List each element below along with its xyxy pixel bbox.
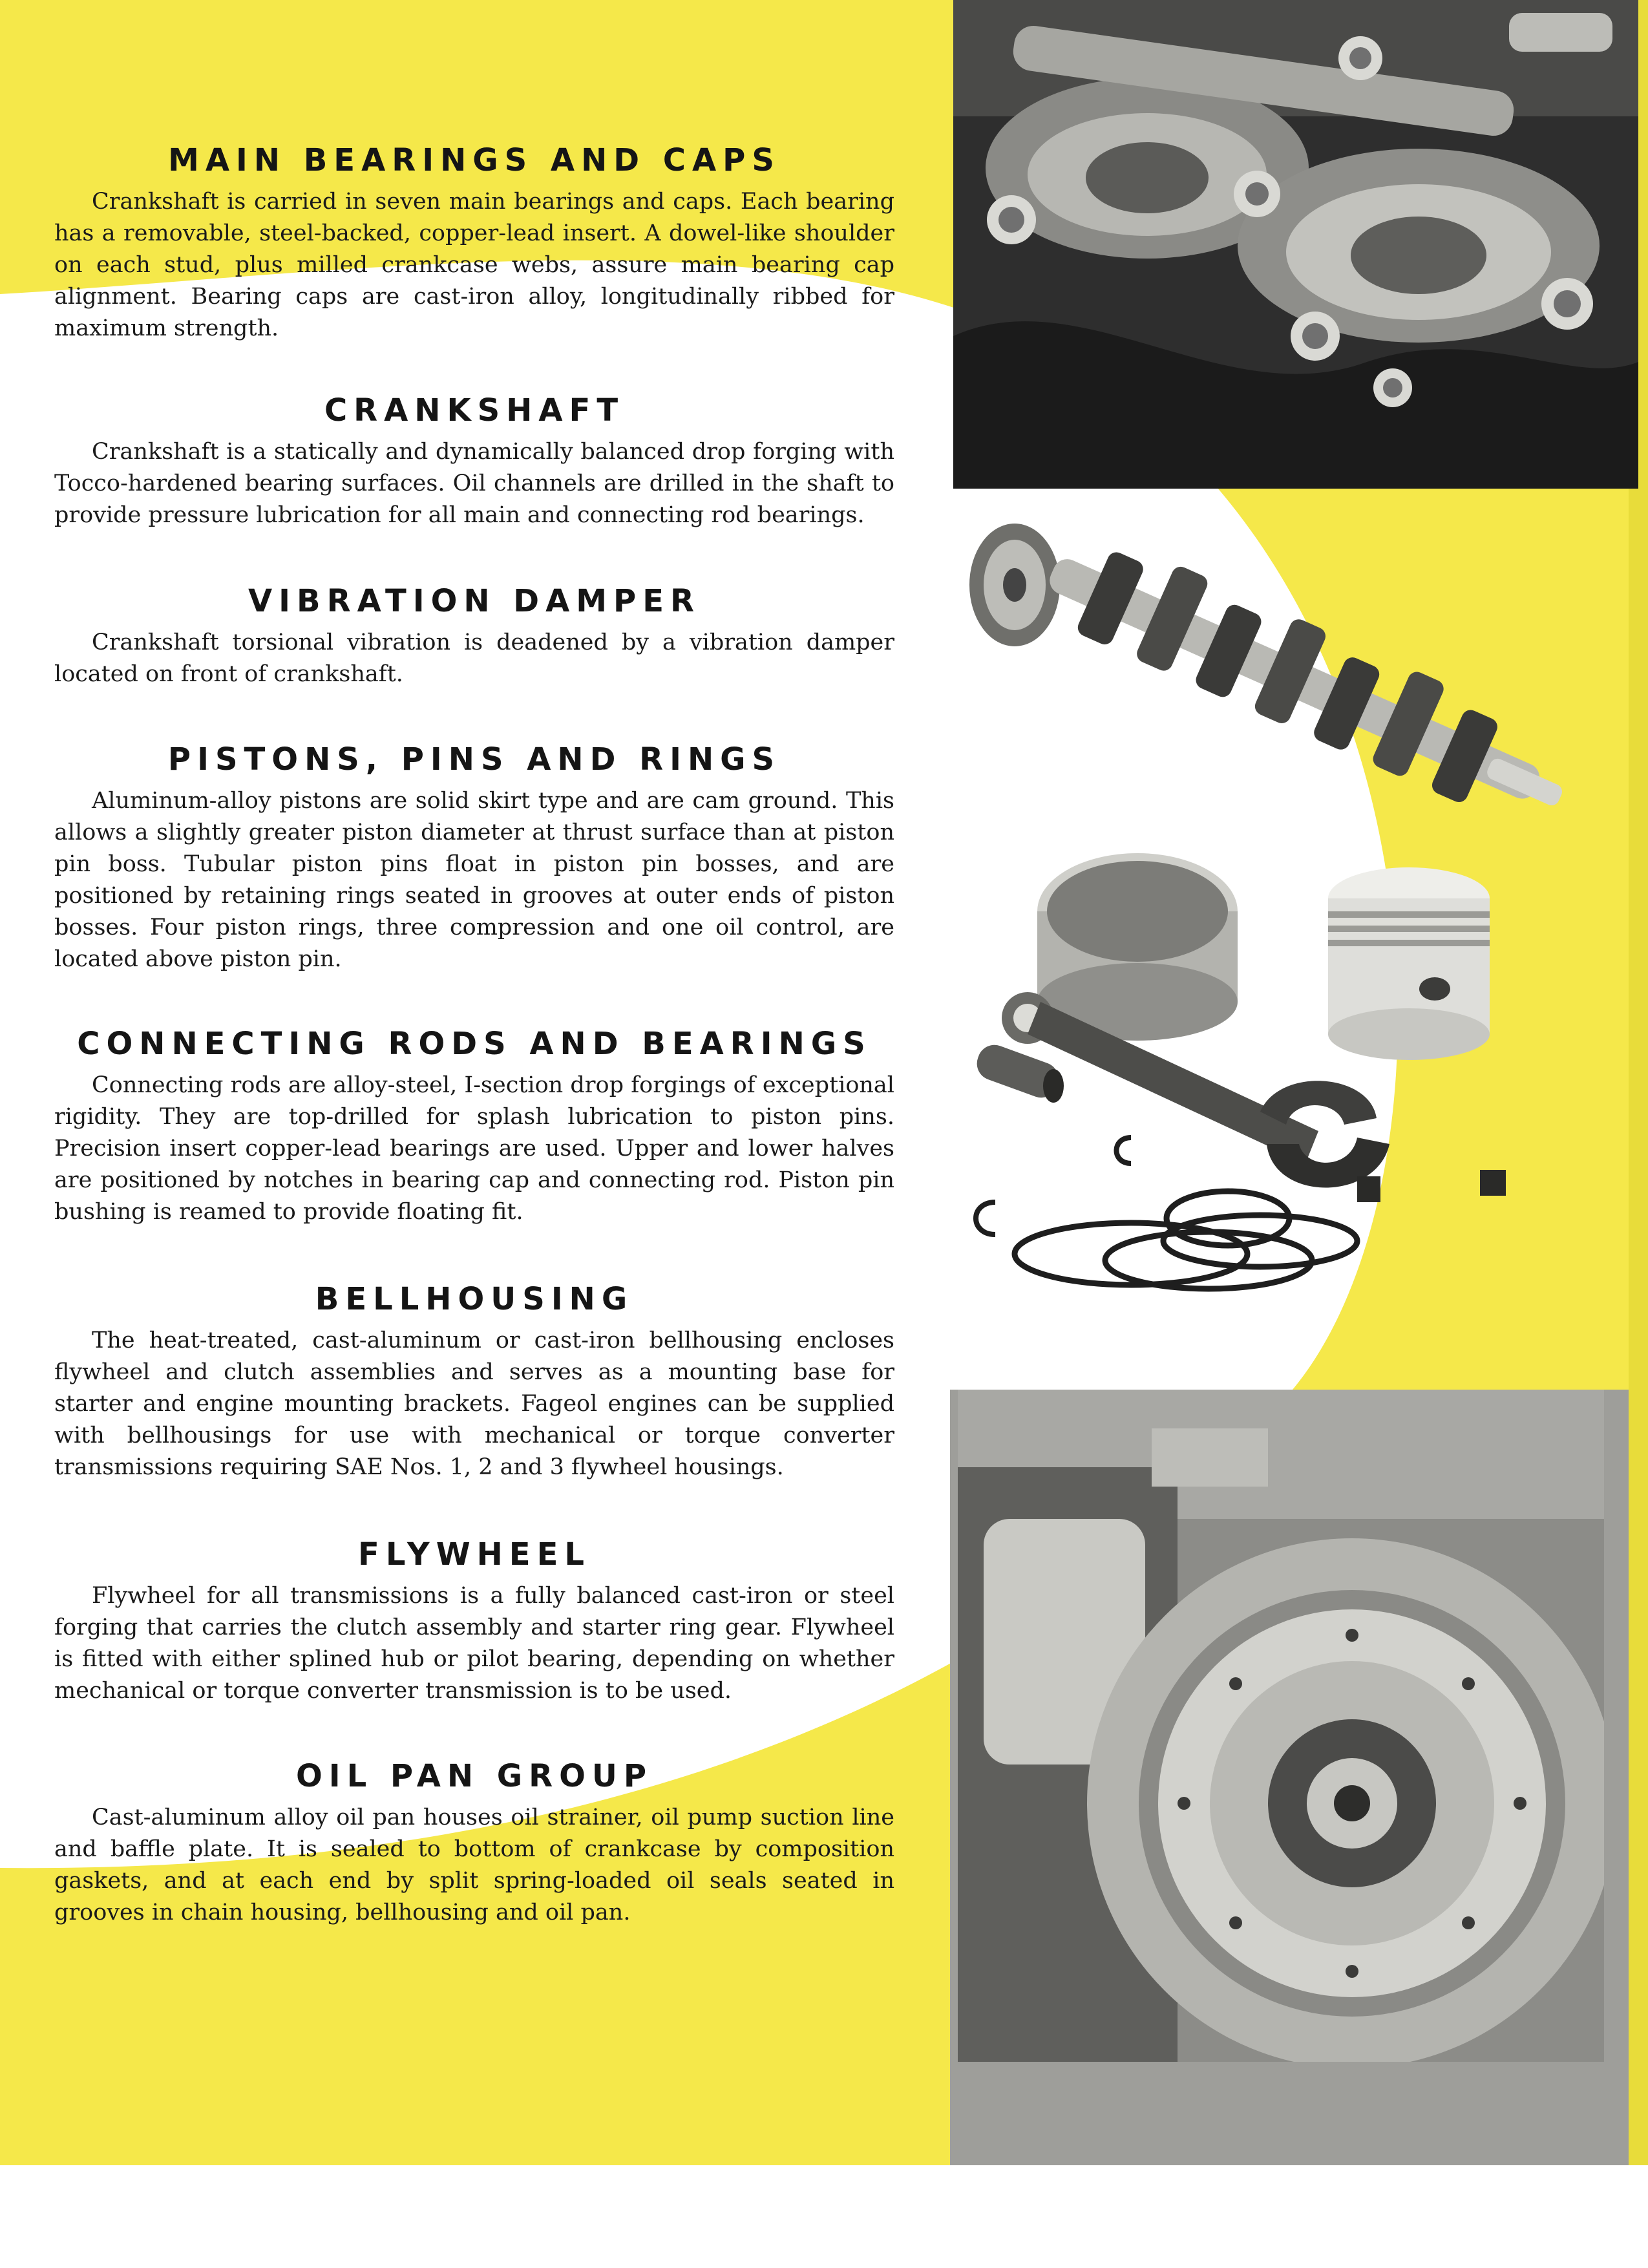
main-bearings-photo [953,0,1638,489]
section-body: Flywheel for all transmissions is a fully balanced cast-iron or steel forging that carries the clutch assembly and starter ring gear. Flywheel is fitted with either splined hub or pilot bearing, depending on whether mechanical or torque converter transmission is to be used. [54,1583,894,1704]
section-crankshaft [54,391,894,531]
section-heading: MAIN BEARINGS AND CAPS [168,142,781,178]
section-connecting-rods [54,1024,894,1228]
section-body: Aluminum-alloy pistons are solid skirt type and are cam ground. This allows a slightly greater piston diameter at thrust surface than at piston pin boss. Tubular piston pins float in piston pin bosses, and are positioned by retaining rings seated in grooves at outer ends of piston bosses. Four piston rings, three compression and one oil control, are located above piston pin. [54,788,894,972]
section-heading: CONNECTING RODS AND BEARINGS [77,1026,872,1062]
section-heading: CRANKSHAFT [324,392,625,429]
section-body: Cast-aluminum alloy oil pan houses oil strainer, oil pump suction line and baffle plate. It is sealed to bottom of crankcase by composition gaskets, and at each end by split spring-loaded oil seals seated in grooves in chain housing, bellhousing and oil pan. [54,1805,894,1925]
section-body: Crankshaft is carried in seven main bearings and caps. Each bearing has a removable, steel-backed, copper-lead insert. A dowel-like shoulder on each stud, plus milled crankcase webs, assure main bearing cap alignment. Bearing caps are cast-iron alloy, longitudinally ribbed for maximum strength. [54,189,894,341]
section-heading: VIBRATION DAMPER [248,583,701,619]
section-flywheel [54,1535,894,1707]
section-body: Crankshaft is a statically and dynamically balanced drop forging with Tocco-hardened bearing surfaces. Oil channels are drilled in the shaft to provide pressure lubrication for all main and connecting rod bearings. [54,439,894,528]
section-oil-pan-group [54,1757,894,1929]
section-body: Crankshaft torsional vibration is deadened by a vibration damper located on front of crankshaft. [54,630,894,687]
section-main-bearings [54,141,894,344]
section-heading: PISTONS, PINS AND RINGS [167,741,781,778]
section-pistons-pins-rings [54,740,894,975]
section-bellhousing [54,1280,894,1483]
section-heading: OIL PAN GROUP [295,1758,653,1794]
section-body: Connecting rods are alloy-steel, I-section drop forgings of exceptional rigidity. They are top-drilled for splash lubrication to piston pins. Precision insert copper-lead bearings are used. Upper and lower halves are positioned by notches in bearing cap and connecting rod. Piston pin bushing is reamed to provide floating fit. [54,1072,894,1225]
section-body: The heat-treated, cast-aluminum or cast-iron bellhousing encloses flywheel and clutch assemblies and serves as a mounting base for starter and engine mounting brackets. Fageol engines can be supplied with bellhousings for use with mechanical or torque converter transmissions requiring SAE Nos. 1, 2 and 3 flywheel housings. [54,1328,894,1480]
piston-rod-rings-photo [956,840,1525,1306]
section-heading: BELLHOUSING [315,1281,634,1317]
flywheel-bellhousing-photo [958,1390,1604,2062]
section-vibration-damper [54,582,894,690]
section-heading: FLYWHEEL [358,1536,591,1573]
crankshaft-photo [953,517,1600,827]
